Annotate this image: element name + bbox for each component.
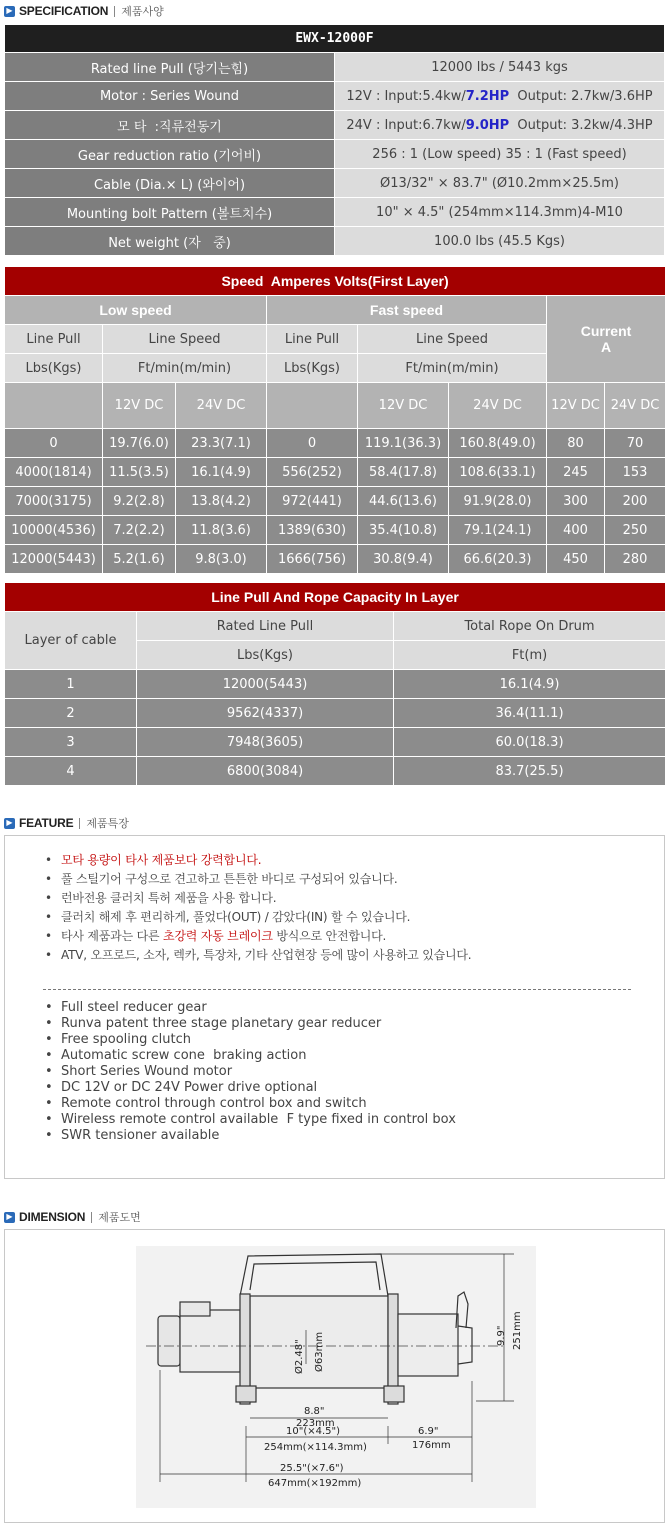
model-name: EWX-12000F	[5, 25, 665, 53]
spec-label: Rated line Pull (당기는힘)	[5, 53, 335, 82]
speed-table-row	[5, 458, 666, 487]
spec-row	[5, 53, 665, 82]
height-in: 9.9"	[496, 1325, 507, 1346]
rope-table-row	[5, 670, 666, 699]
speed-cell: 4000(1814)	[5, 458, 103, 487]
rope-cell: 16.1(4.9)	[394, 670, 666, 699]
speed-cell: 245	[547, 458, 605, 487]
spec-title: SPECIFICATION	[19, 4, 109, 18]
feature-subtitle: 제품특장	[79, 818, 129, 829]
spec-row	[5, 82, 665, 111]
motor-endcap	[158, 1316, 180, 1366]
side-in: 6.9"	[418, 1426, 439, 1437]
speed-cell: 280	[605, 545, 666, 574]
speed-cell: 70	[605, 429, 666, 458]
rope-table-body	[5, 670, 666, 786]
divider	[43, 989, 631, 990]
solenoid-box	[180, 1302, 210, 1316]
spec-row	[5, 169, 665, 198]
section-arrow-icon: ▶	[4, 6, 15, 17]
speed-cell: 119.1(36.3)	[358, 429, 449, 458]
layer-header: Layer of cable	[5, 612, 137, 670]
spec-value: 12000 lbs / 5443 kgs	[335, 53, 665, 82]
feature-item	[45, 927, 471, 946]
spec-value	[335, 111, 665, 140]
rope-cell: 3	[5, 728, 137, 757]
speed-table-row	[5, 487, 666, 516]
spec-label: Gear reduction ratio (기어비)	[5, 140, 335, 169]
fast-speed-header: Fast speed	[267, 296, 547, 325]
speed-cell: 11.5(3.5)	[103, 458, 176, 487]
feature-item: • Runva patent three stage planetary gear reducer	[45, 1016, 456, 1032]
section-arrow-icon: ▶	[4, 818, 15, 829]
feature-text: 방식으로 안전합니다.	[272, 929, 387, 943]
speed-cell: 450	[547, 545, 605, 574]
drum-dia-in: Ø2.48"	[294, 1339, 305, 1374]
speed-cell: 972(441)	[267, 487, 358, 516]
speed-cell: 200	[605, 487, 666, 516]
speed-cell: 300	[547, 487, 605, 516]
speed-table-row	[5, 516, 666, 545]
volt-12v-header: 12V DC	[103, 383, 176, 429]
spec-row	[5, 227, 665, 256]
spec-section-header	[4, 2, 164, 20]
speed-cell: 108.6(33.1)	[449, 458, 547, 487]
speed-cell: 30.8(9.4)	[358, 545, 449, 574]
feature-item: • ATV, 오프로드, 소자, 렉카, 특장차, 기타 산업현장 등에 많이 사용하고 있습니다.	[45, 946, 471, 965]
speed-cell: 153	[605, 458, 666, 487]
current-12v-header: 12V DC	[547, 383, 605, 429]
drum-dia-mm: Ø63mm	[314, 1331, 325, 1372]
feature-item: • 모타 용량이 타사 제품보다 강력합니다.	[45, 851, 471, 870]
speed-table-title: Speed Amperes Volts(First Layer)	[5, 267, 666, 296]
feature-box	[4, 835, 665, 1179]
spec-value: 256 : 1 (Low speed) 35 : 1 (Fast speed)	[335, 140, 665, 169]
current-unit: A	[600, 339, 612, 355]
rope-table	[4, 582, 666, 786]
spec-label: Mounting bolt Pattern (볼트치수)	[5, 198, 335, 227]
feature-item: • Full steel reducer gear	[45, 1000, 456, 1016]
rated-pull-header: Rated Line Pull	[137, 612, 394, 641]
speed-cell: 80	[547, 429, 605, 458]
height-mm: 251mm	[512, 1311, 523, 1350]
feature-text: 타사 제품과는 다른	[61, 929, 163, 943]
dimension-box	[4, 1229, 665, 1523]
ft-min-unit: Ft/min(m/min)	[358, 354, 547, 383]
feature-item: • 풀 스틸기어 구성으로 견고하고 튼튼한 바디로 구성되어 있습니다.	[45, 870, 471, 889]
feature-item: • Short Series Wound motor	[45, 1064, 456, 1080]
rope-table-row	[5, 699, 666, 728]
spec-row	[5, 198, 665, 227]
rope-cell: 12000(5443)	[137, 670, 394, 699]
side-mm: 176mm	[412, 1440, 451, 1451]
dimension-subtitle: 제품도면	[91, 1212, 141, 1223]
bolt-in: 10"(×4.5")	[286, 1426, 341, 1437]
speed-cell: 556(252)	[267, 458, 358, 487]
bolt-mm: 254mm(×114.3mm)	[264, 1442, 367, 1453]
current-header	[547, 296, 666, 383]
current-24v-header: 24V DC	[605, 383, 666, 429]
speed-cell: 1666(756)	[267, 545, 358, 574]
speed-table-row	[5, 429, 666, 458]
speed-cell: 79.1(24.1)	[449, 516, 547, 545]
feature-list-english	[45, 1000, 456, 1144]
spec-value-pre: 24V : Input:6.7kw/	[346, 117, 466, 133]
feature-item: • 클러치 해제 후 편리하게, 풀었다(OUT) / 감았다(IN) 할 수 있습니다.	[45, 908, 471, 927]
speed-cell: 13.8(4.2)	[176, 487, 267, 516]
speed-cell: 44.6(13.6)	[358, 487, 449, 516]
volt-24v-header: 24V DC	[449, 383, 547, 429]
speed-table-row	[5, 545, 666, 574]
gearbox	[398, 1314, 458, 1376]
feature-highlight: 초강력 자동 브레이크	[162, 929, 273, 943]
speed-cell: 5.2(1.6)	[103, 545, 176, 574]
spec-value: 100.0 lbs (45.5 Kgs)	[335, 227, 665, 256]
volt-12v-header: 12V DC	[358, 383, 449, 429]
speed-cell: 7000(3175)	[5, 487, 103, 516]
speed-cell: 10000(4536)	[5, 516, 103, 545]
spec-table	[4, 24, 665, 256]
spec-value-pre: 12V : Input:5.4kw/	[346, 88, 466, 104]
speed-table	[4, 266, 666, 574]
spec-subtitle: 제품사양	[114, 6, 164, 17]
line-pull-header: Line Pull	[267, 325, 358, 354]
rope-cell: 36.4(11.1)	[394, 699, 666, 728]
rope-cell: 9562(4337)	[137, 699, 394, 728]
dimension-title: DIMENSION	[19, 1210, 86, 1224]
spec-value: 10" × 4.5" (254mm×114.3mm)4-M10	[335, 198, 665, 227]
rope-cell: 2	[5, 699, 137, 728]
low-speed-header: Low speed	[5, 296, 267, 325]
rope-cell: 60.0(18.3)	[394, 728, 666, 757]
ft-m-unit: Ft(m)	[394, 641, 666, 670]
volt-24v-header: 24V DC	[176, 383, 267, 429]
current-label: Current	[580, 323, 632, 339]
rope-cell: 1	[5, 670, 137, 699]
rope-table-row	[5, 728, 666, 757]
spec-row	[5, 111, 665, 140]
spec-label: Motor : Series Wound	[5, 82, 335, 111]
empty-cell	[5, 383, 103, 429]
spec-row	[5, 140, 665, 169]
speed-cell: 11.8(3.6)	[176, 516, 267, 545]
speed-cell: 9.8(3.0)	[176, 545, 267, 574]
lbs-kgs-unit: Lbs(Kgs)	[267, 354, 358, 383]
spec-value: Ø13/32" × 83.7" (Ø10.2mm×25.5m)	[335, 169, 665, 198]
feature-title: FEATURE	[19, 816, 74, 830]
spec-value-post: Output: 2.7kw/3.6HP	[509, 88, 653, 104]
feature-item: • SWR tensioner available	[45, 1128, 456, 1144]
total-rope-header: Total Rope On Drum	[394, 612, 666, 641]
spec-value-post: Output: 3.2kw/4.3HP	[509, 117, 653, 133]
line-pull-header: Line Pull	[5, 325, 103, 354]
speed-cell: 250	[605, 516, 666, 545]
speed-cell: 9.2(2.8)	[103, 487, 176, 516]
speed-cell: 91.9(28.0)	[449, 487, 547, 516]
speed-cell: 400	[547, 516, 605, 545]
feature-item: • DC 12V or DC 24V Power drive optional	[45, 1080, 456, 1096]
empty-cell	[267, 383, 358, 429]
feature-item: • 런바전용 클러치 특허 제품을 사용 합니다.	[45, 889, 471, 908]
rope-cell: 7948(3605)	[137, 728, 394, 757]
speed-cell: 23.3(7.1)	[176, 429, 267, 458]
mount-foot-left	[236, 1386, 256, 1402]
spec-value	[335, 82, 665, 111]
rope-table-row	[5, 757, 666, 786]
total-mm: 647mm(×192mm)	[268, 1478, 362, 1489]
speed-cell: 12000(5443)	[5, 545, 103, 574]
speed-cell: 160.8(49.0)	[449, 429, 547, 458]
drum-len-in: 8.8"	[304, 1406, 325, 1417]
feature-item: • Wireless remote control available F type fixed in control box	[45, 1112, 456, 1128]
feature-section-header	[4, 814, 129, 832]
feature-item: • Remote control through control box and switch	[45, 1096, 456, 1112]
speed-cell: 66.6(20.3)	[449, 545, 547, 574]
rope-table-title: Line Pull And Rope Capacity In Layer	[5, 583, 666, 612]
spec-value-hp: 9.0HP	[465, 117, 510, 133]
rope-cell: 83.7(25.5)	[394, 757, 666, 786]
spec-label: Cable (Dia.× L) (와이어)	[5, 169, 335, 198]
dimension-section-header	[4, 1208, 141, 1226]
total-in: 25.5"(×7.6")	[280, 1463, 344, 1474]
lbs-kgs-unit: Lbs(Kgs)	[5, 354, 103, 383]
speed-cell: 19.7(6.0)	[103, 429, 176, 458]
winch-dimension-drawing	[136, 1246, 536, 1508]
spec-label: 모 타 :직류전동기	[5, 111, 335, 140]
mount-foot-right	[384, 1386, 404, 1402]
drum-len-mm: 223mm	[296, 1418, 335, 1429]
lbs-kgs-unit: Lbs(Kgs)	[137, 641, 394, 670]
rope-cell: 4	[5, 757, 137, 786]
speed-cell: 16.1(4.9)	[176, 458, 267, 487]
motor-body	[180, 1310, 240, 1372]
feature-item: • Automatic screw cone braking action	[45, 1048, 456, 1064]
spec-label: Net weight (자 중)	[5, 227, 335, 256]
feature-item: • Free spooling clutch	[45, 1032, 456, 1048]
speed-cell: 0	[5, 429, 103, 458]
speed-cell: 35.4(10.8)	[358, 516, 449, 545]
speed-table-body	[5, 429, 666, 574]
speed-cell: 7.2(2.2)	[103, 516, 176, 545]
line-speed-header: Line Speed	[103, 325, 267, 354]
speed-cell: 1389(630)	[267, 516, 358, 545]
section-arrow-icon: ▶	[4, 1212, 15, 1223]
rope-cell: 6800(3084)	[137, 757, 394, 786]
spec-value-hp: 7.2HP	[465, 88, 510, 104]
speed-cell: 58.4(17.8)	[358, 458, 449, 487]
line-speed-header: Line Speed	[358, 325, 547, 354]
feature-list-korean	[45, 851, 471, 965]
speed-cell: 0	[267, 429, 358, 458]
ft-min-unit: Ft/min(m/min)	[103, 354, 267, 383]
